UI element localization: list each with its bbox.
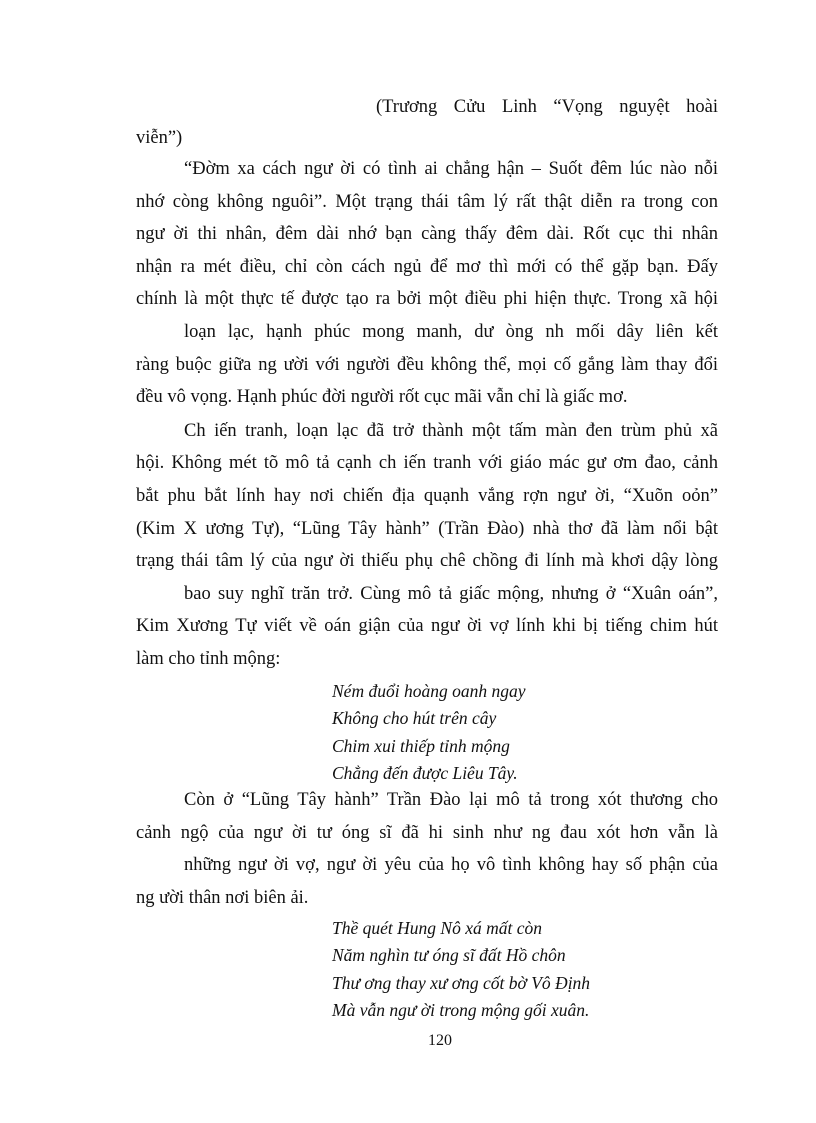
poem-line: Không cho hút trên cây [332, 708, 497, 728]
citation-line-2: viễn”) [136, 128, 183, 148]
paragraph-line: nhớ còng không nguôi”. Một trạng thái tâm lý rất thật diễn ra trong con [136, 192, 718, 212]
paragraph-line: ng ười thân nơi biên ải. [136, 888, 309, 908]
poem-line: Thề quét Hung Nô xá mất còn [332, 918, 542, 938]
paragraph-line: bao suy nghĩ trăn trở. Cùng mô tả giấc mộng, nhưng ở “Xuân oán”, [184, 584, 718, 604]
paragraph-line: Kim Xương Tự viết về oán giận của ngư ời vợ lính khi bị tiếng chim hút [136, 616, 718, 636]
paragraph-line: (Kim X ương Tự), “Lũng Tây hành” (Trần Đào) nhà thơ đã làm nổi bật [136, 519, 718, 539]
poem-line: Mà vẫn ngư ời trong mộng gối xuân. [332, 1000, 590, 1020]
citation-line-1: (Trương Cửu Linh “Vọng nguyệt hoài [376, 97, 718, 117]
poem-line: Chẳng đến được Liêu Tây. [332, 763, 518, 783]
paragraph-line: Còn ở “Lũng Tây hành” Trần Đào lại mô tả trong xót thương cho [184, 790, 718, 810]
page-number: 120 [428, 1032, 452, 1049]
paragraph-line: loạn lạc, hạnh phúc mong manh, dư òng nh mối dây liên kết [184, 322, 718, 342]
poem-line: Năm nghìn tư óng sĩ đất Hồ chôn [332, 945, 566, 965]
paragraph-line: cảnh ngộ của ngư ời tư óng sĩ đã hi sinh như ng đau xót hơn vẫn là [136, 823, 718, 843]
poem-line: Ném đuổi hoàng oanh ngay [332, 681, 526, 701]
paragraph-line: ngư ời thi nhân, đêm dài nhớ bạn càng thấy đêm dài. Rốt cục thi nhân [136, 224, 718, 244]
paragraph-line: bắt phu bắt lính hay nơi chiến địa quạnh vắng rợn ngư ời, “Xuõn oỏn” [136, 486, 718, 506]
paragraph-line: làm cho tỉnh mộng: [136, 649, 281, 669]
paragraph-line: hội. Không mét tõ mô tả cạnh ch iến tranh với giáo mác gư ơm đao, cảnh [136, 453, 718, 473]
paragraph-line: chính là một thực tế được tạo ra bởi một điều phi hiện thực. Trong xã hội [136, 289, 718, 309]
poem-line: Thư ơng thay xư ơng cốt bờ Vô Định [332, 973, 591, 993]
poem-line: Chim xui thiếp tỉnh mộng [332, 736, 510, 756]
paragraph-line: ràng buộc giữa ng ười với người đều không thể, mọi cố gắng làm thay đổi [136, 355, 718, 375]
paragraph-line: “Đờm xa cách ngư ời có tình ai chẳng hận – Suốt đêm lúc nào nỗi [184, 159, 718, 179]
paragraph-line: những ngư ời vợ, ngư ời yêu của họ vô tình không hay số phận của [184, 855, 718, 875]
paragraph-line: nhận ra mét điều, chỉ còn cách ngủ để mơ thì mới có thể gặp bạn. Đấy [136, 257, 718, 277]
paragraph-line: đều vô vọng. Hạnh phúc đời người rốt cục mãi vẫn chỉ là giấc mơ. [136, 387, 628, 407]
paragraph-line: Ch iến tranh, loạn lạc đã trở thành một tấm màn đen trùm phủ xã [184, 421, 718, 441]
paragraph-line: trạng thái tâm lý của ngư ời thiếu phụ chê chồng đi lính mà khơi dậy lòng [136, 551, 718, 571]
